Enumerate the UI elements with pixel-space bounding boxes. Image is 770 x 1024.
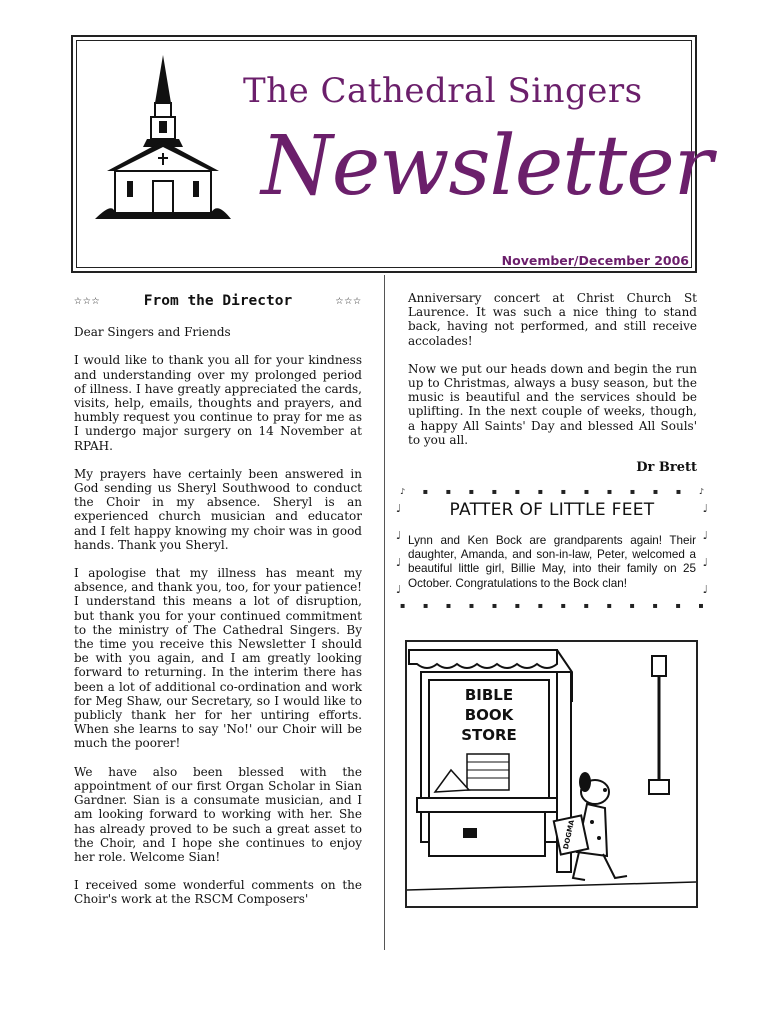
patter-box [396,487,708,611]
director-paragraph: I received some wonderful comments on the Choir's work at the RSCM Composers' [74,878,362,907]
right-column [408,291,697,475]
issue-date: November/December 2006 [501,253,689,268]
newsletter-subtitle: Newsletter [261,119,712,214]
director-heading [74,294,362,308]
patter-text: Lynn and Ken Bock are grandparents again! Their daughter, Amanda, and son-in-law, Peter, welcomed a beautiful little girl, Billie May, into their family on 25 October. Congratulations to the Bock clan! [408,534,696,590]
cartoon-sign-line1: BIBLE [464,686,514,704]
director-signature: Dr Brett [636,460,697,476]
patter-title: PATTER OF LITTLE FEET [449,500,655,520]
footprint-border-bottom: ▪ ▪ ▪ ▪ ▪ ▪ ▪ ▪ ▪ ▪ ▪ ▪ ▪ ▪ [400,601,704,610]
director-heading-text: From the Director [143,293,293,309]
director-paragraph: My prayers have certainly been answered in God sending us Sheryl Southwood to conduct the Choir in my absence. Sheryl is an experienced church musician and educator and I felt happy knowing my choir was in good hands. Thank you Sheryl. [74,466,362,552]
cartoon-drawing [407,642,696,906]
column-divider [384,275,385,950]
church-illustration [93,51,233,221]
director-paragraph-continued: Anniversary concert at Christ Church St Laurence. It was such a nice thing to stand back, having not performed, and still receive accolades! [408,291,697,348]
footprint-border-top: ♪ ▪ ▪ ▪ ▪ ▪ ▪ ▪ ▪ ▪ ▪ ▪ ▪ ♪ [400,487,704,496]
salutation: Dear Singers and Friends [74,325,231,340]
director-paragraph: I apologise that my illness has meant my absence, and thank you, too, for your patience! I understand this means a lot of disruption, but thank you for your continued commitment to the ministry of The Cathedral Singers. By the time you receive this Newsletter I should be with you again, and I am greatly looking forward to returning. In the interim there has been a lot of additional co-ordination and work for Meg Shaw, our Secretary, so I would like to publicly thank her for her untiring efforts. When she learns to say 'No!' our Choir will be much the poorer! [74,566,362,751]
music-note-icon: ♩ ♩ ♩ ♩ [702,502,708,596]
cartoon-sign-line2: BOOK [464,706,514,724]
newsletter-title: The Cathedral Singers [243,71,643,111]
director-paragraph: I would like to thank you all for your kindness and understanding over my prolonged period of illness. I have greatly appreciated the cards, visits, help, emails, thoughts and prayers, and humbly request you continue to pray for me as I undergo major surgery on 14 November at RPAH. [74,353,362,453]
cartoon-sign-line3: STORE [461,726,517,744]
left-column [74,294,362,921]
music-note-icon: ♩ ♩ ♩ ♩ [396,502,402,596]
director-paragraph: We have also been blessed with the appointment of our first Organ Scholar in Sian Gardner. Sian is a consumate musician, and I am looking forward to working with her. She has already proved to be such a great asset to the Choir, and I hope she continues to enjoy her role. Welcome Sian! [74,764,362,864]
masthead [71,35,712,273]
cartoon-book-label: DOGMA [562,819,577,851]
stars-right-icon: ☆☆☆ [335,293,362,308]
stars-left-icon: ☆☆☆ [74,293,101,308]
cartoon-illustration [405,640,698,908]
director-paragraph-continued: Now we put our heads down and begin the run up to Christmas, always a busy season, but the music is beautiful and the services should be uplifting. In the next couple of weeks, though, a happy All Saints' Day and blessed All Souls' to you all. [408,361,697,447]
